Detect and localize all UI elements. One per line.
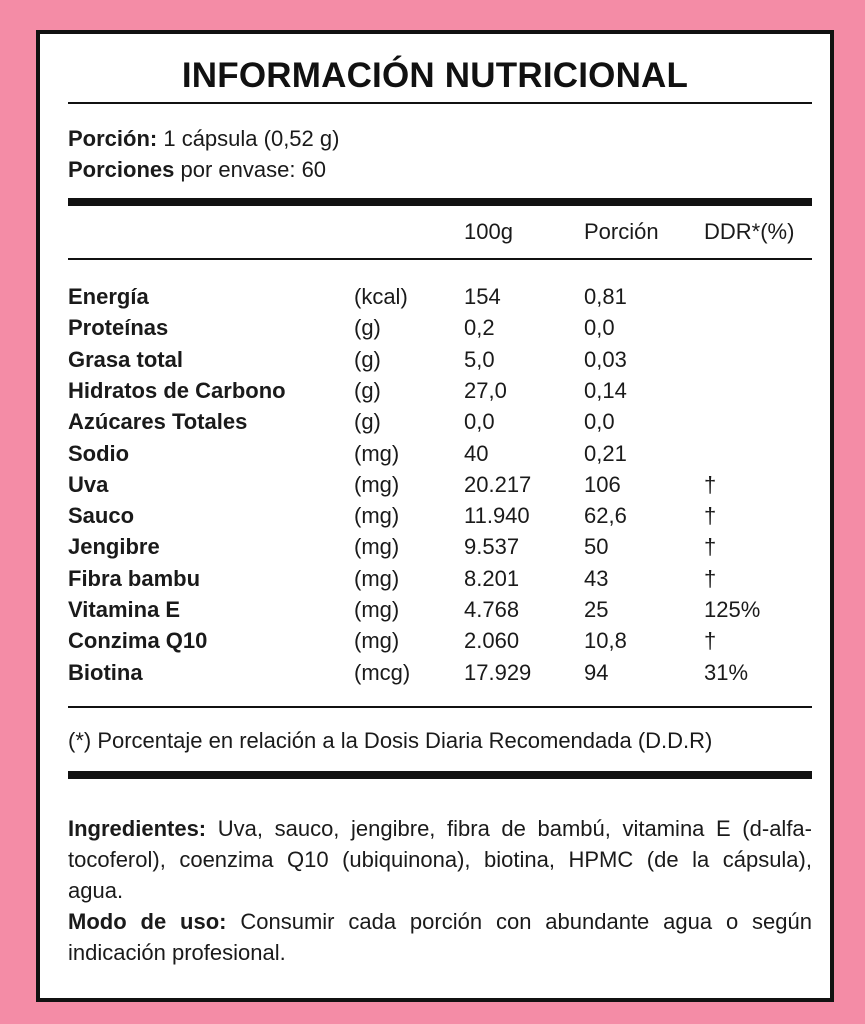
footnote: (*) Porcentaje en relación a la Dosis Diaria Recomendada (D.D.R) [68,728,713,753]
serving-divider [68,198,812,206]
nutrient-portion: 43 [584,565,609,591]
table-row [68,284,812,315]
nutrient-per100: 154 [464,284,501,309]
nutrient-ddr: 125% [704,597,761,622]
nutrient-unit: (g) [354,346,381,372]
nutrient-unit: (mg) [354,440,400,466]
servings-value: por envase: 60 [174,157,327,182]
nutrient-per100: 40 [464,440,489,466]
nutrient-ddr: † [704,503,717,529]
table-row [68,409,812,440]
nutrient-portion: 0,0 [584,315,615,341]
table-row [68,628,812,659]
nutrient-name: Grasa total [68,346,183,372]
nutrient-name: Sauco [68,503,135,529]
nutrient-name: Conzima Q10 [68,628,208,654]
nutrient-unit: (mg) [354,565,400,591]
nutrient-portion: 0,0 [584,409,615,435]
nutrient-ddr: † [704,628,717,654]
nutrient-name: Azúcares Totales [68,409,248,435]
nutrient-ddr: † [704,534,717,560]
nutrient-portion: 25 [584,597,609,622]
nutrient-name: Biotina [68,659,143,685]
panel-title: INFORMACIÓN NUTRICIONAL [181,56,689,95]
nutrient-name: Energía [68,284,149,309]
nutrient-portion: 106 [584,471,621,497]
nutrient-name: Hidratos de Carbono [68,377,286,403]
nutrient-per100: 9.537 [464,534,520,560]
nutrient-unit: (mg) [354,628,400,654]
usage-text: Consumir cada porción con abundante agua o según indicación profesional. [68,909,813,965]
nutrient-unit: (kcal) [354,284,408,309]
nutrient-unit: (mcg) [354,659,411,685]
nutrient-portion: 94 [584,659,609,685]
nutrient-name: Uva [68,471,109,497]
nutrient-portion: 50 [584,534,609,560]
nutrient-per100: 0,2 [464,315,495,341]
nutrient-unit: (g) [354,409,381,435]
nutrient-ddr: † [704,471,717,497]
table-row [68,441,812,472]
column-header-portion: Porción [584,219,659,244]
usage-label: Modo de uso: [68,909,227,934]
table-row [68,378,812,409]
portion-value: 1 cápsula (0,52 g) [157,126,340,151]
servings-line [68,157,326,183]
nutrient-per100: 27,0 [464,377,507,403]
ingredients [68,813,812,906]
portion-label: Porción: [68,126,158,151]
nutrient-unit: (mg) [354,471,400,497]
nutrient-per100: 17.929 [464,659,532,685]
nutrient-name: Vitamina E [68,597,181,622]
table-row [68,503,812,534]
nutrient-unit: (g) [354,377,381,403]
nutrient-portion: 0,03 [584,346,627,372]
nutrient-name: Sodio [68,440,130,466]
column-header-100g: 100g [464,219,513,244]
nutrient-ddr: † [704,565,717,591]
usage [68,906,812,968]
nutrient-unit: (g) [354,315,381,341]
header-divider [68,258,812,260]
nutrient-portion: 62,6 [584,503,627,529]
nutrient-unit: (mg) [354,534,400,560]
nutrient-portion: 10,8 [584,628,627,654]
footnote-divider [68,771,812,779]
table-row [68,566,812,597]
nutrient-unit: (mg) [354,503,400,529]
table-row [68,597,812,628]
nutrient-portion: 0,14 [584,377,627,403]
nutrient-name: Proteínas [68,315,169,341]
nutrient-per100: 4.768 [464,597,520,622]
table-row [68,660,812,691]
servings-label: Porciones [68,157,175,182]
table-divider [68,706,812,708]
portion-line [68,126,339,152]
table-row [68,315,812,346]
nutrient-per100: 5,0 [464,346,495,372]
nutrient-per100: 20.217 [464,471,532,497]
nutrient-per100: 0,0 [464,409,495,435]
column-header-ddr: DDR*(%) [704,219,795,244]
table-row [68,347,812,378]
ingredients-label: Ingredientes: [68,816,207,841]
nutrient-name: Jengibre [68,534,160,560]
title-divider [68,102,812,104]
table-row [68,534,812,565]
nutrient-portion: 0,81 [584,284,627,309]
ingredients-text: Uva, sauco, jengibre, fibra de bambú, vitamina E (d-alfa-tocoferol), coenzima Q10 (ubiquinona), biotina, HPMC (de la cápsula), agua. [68,816,812,903]
nutrient-ddr: 31% [704,659,749,685]
nutrient-per100: 2.060 [464,628,520,654]
nutrient-per100: 11.940 [464,503,530,529]
nutrient-portion: 0,21 [584,440,627,466]
nutrient-per100: 8.201 [464,565,520,591]
nutrition-panel [36,30,834,1002]
nutrient-name: Fibra bambu [68,565,201,591]
nutrient-unit: (mg) [354,597,400,622]
table-row [68,472,812,503]
